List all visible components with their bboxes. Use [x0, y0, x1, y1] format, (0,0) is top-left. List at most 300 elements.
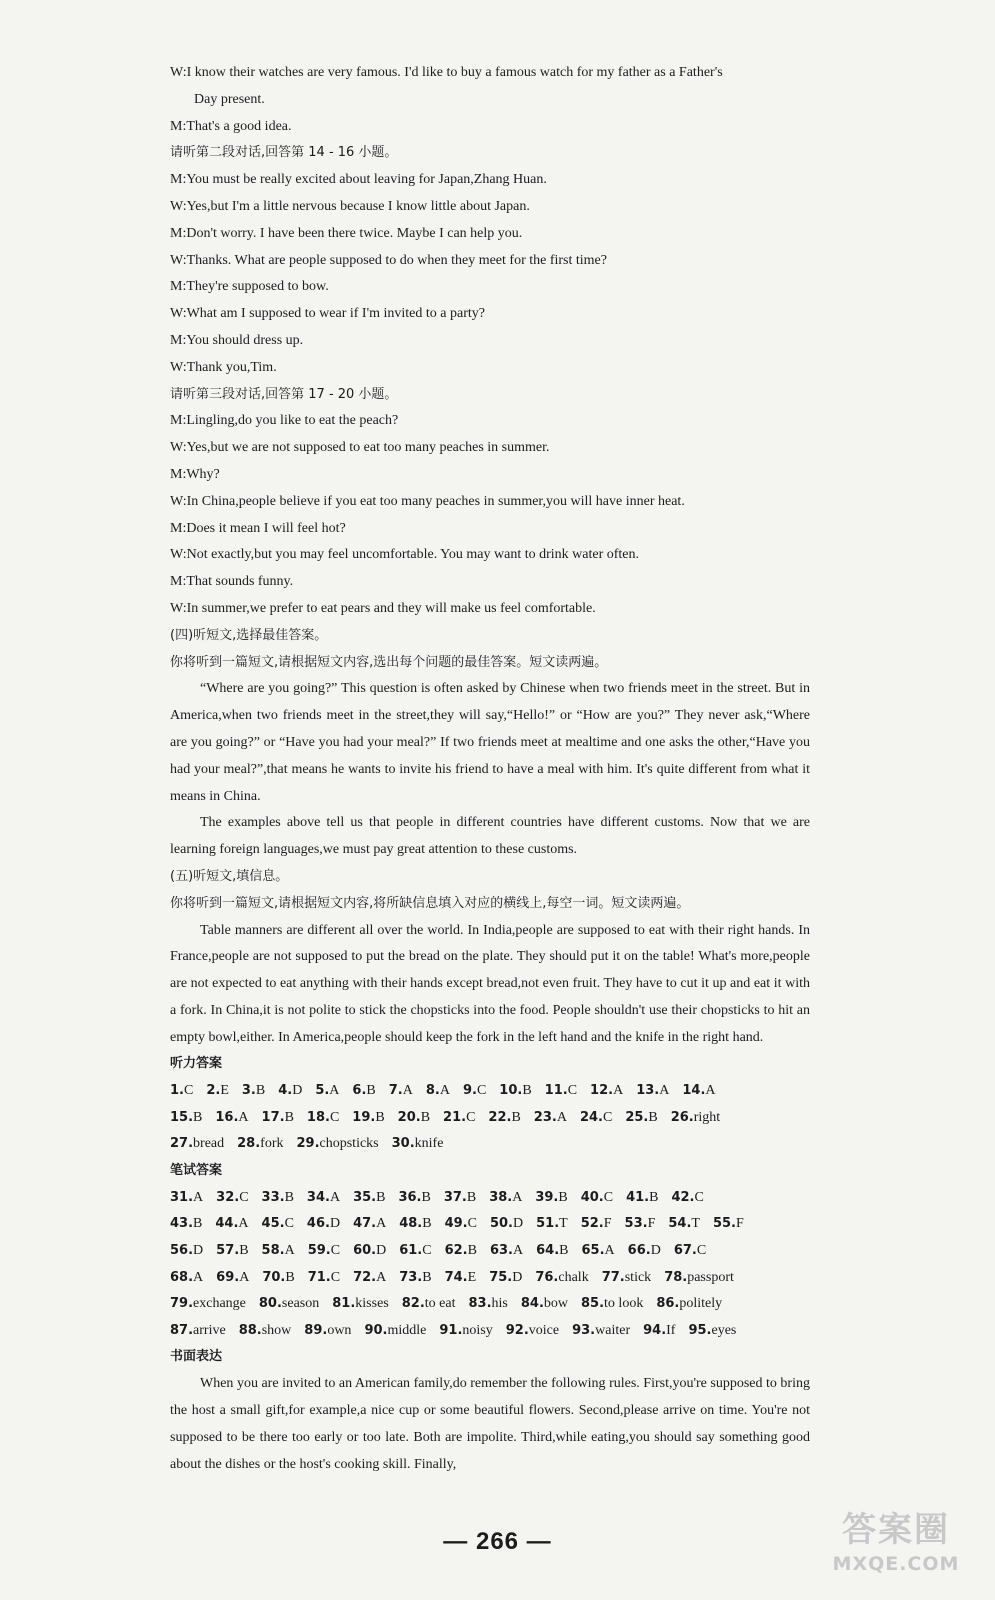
answer-number: 16. — [215, 1109, 239, 1125]
answer-item — [216, 1265, 249, 1292]
answer-item — [278, 1078, 302, 1105]
answer-value: C — [330, 1243, 341, 1259]
answer-item — [353, 1185, 385, 1212]
answer-item — [389, 1078, 413, 1105]
answer-value: B — [511, 1109, 521, 1125]
answer-value: C — [330, 1269, 341, 1285]
answer-value: show — [261, 1322, 292, 1338]
answer-number: 6. — [352, 1083, 367, 1099]
answer-number: 7. — [388, 1083, 403, 1099]
answer-value: voice — [528, 1322, 560, 1338]
answer-value: A — [512, 1189, 523, 1205]
answer-value: own — [327, 1322, 352, 1338]
answer-value: A — [329, 1083, 340, 1099]
answer-value: B — [375, 1109, 385, 1125]
answer-item — [682, 1078, 715, 1105]
answer-number: 32. — [216, 1189, 240, 1205]
answer-value: B — [366, 1083, 376, 1099]
answer-item — [713, 1211, 744, 1238]
answer-item — [545, 1078, 577, 1105]
answer-number: 74. — [444, 1269, 468, 1285]
answer-item — [445, 1211, 477, 1238]
answer-value: C — [602, 1109, 613, 1125]
answer-item — [626, 1185, 658, 1212]
passage4-paragraph: “Where are you going?” This question is often asked by Chinese when two friends meet in the street. But in America,when two friends meet in the street,they will say,“Hello!” or “How are you?” They never ask,“Where are you going?” or “Have you had your meal?” If two friends meet at mealtime and one asks the other,“Have you had your meal?”,that means he wants to invite his friend to have a meal with him. It's quite different from what it means in China. — [170, 681, 810, 804]
answer-item — [674, 1238, 706, 1265]
answer-number: 12. — [590, 1083, 614, 1099]
answer-value: A — [439, 1083, 450, 1099]
answer-number: 83. — [468, 1296, 492, 1312]
dialogue-line: W:Thank you,Tim. — [170, 359, 277, 375]
dialogue-line: M:You should dress up. — [170, 332, 304, 348]
answer-item — [402, 1291, 456, 1318]
answer-value: season — [281, 1296, 320, 1312]
answer-value: B — [422, 1269, 432, 1285]
page-content — [170, 60, 810, 1478]
answer-value: fork — [260, 1136, 284, 1152]
answer-number: 19. — [352, 1109, 376, 1125]
answer-value: A — [705, 1083, 716, 1099]
answer-item — [581, 1211, 612, 1238]
answer-value: B — [421, 1189, 431, 1205]
answer-value: B — [193, 1109, 203, 1125]
answer-item — [262, 1105, 294, 1132]
dialogue-line: M:They're supposed to bow. — [170, 279, 329, 295]
watermark-logo — [812, 1508, 980, 1586]
answer-item — [426, 1078, 450, 1105]
dialogue-line: W:Yes,but I'm a little nervous because I know little about Japan. — [170, 198, 530, 214]
answer-value: C — [329, 1109, 340, 1125]
answer-item — [688, 1318, 736, 1345]
answer-number: 67. — [673, 1243, 697, 1259]
dialogue-line: Day present. — [194, 91, 265, 107]
part5-instruction: 你将听到一篇短文,请根据短文内容,将所缺信息填入对应的横线上,每空一词。短文读两遍。 — [170, 895, 690, 911]
answer-number: 70. — [262, 1269, 286, 1285]
answer-item — [489, 1265, 522, 1292]
answer-value: C — [694, 1189, 704, 1205]
answer-number: 35. — [353, 1189, 377, 1205]
answer-number: 3. — [241, 1083, 256, 1099]
answer-number: 50. — [489, 1216, 513, 1232]
answer-number: 30. — [391, 1136, 415, 1152]
answer-value: D — [193, 1243, 204, 1259]
answer-number: 45. — [261, 1216, 285, 1232]
answer-item — [581, 1291, 643, 1318]
passage5-paragraph: Table manners are different all over the world. In India,people are supposed to eat with their right hands. In France,people are not supposed to put the bread on the plate. They should put it on the table! What's more,people are not expected to eat anything with their hands except bread,not even fruit. They have to cut it up and eat it with a fork. In China,it is not polite to stick the chopsticks into the food. People shouldn't use their chopsticks to hit an empty bowl,either. In America,people should keep the fork in the left hand and the knife in the right hand. — [170, 922, 810, 1045]
answer-number: 26. — [670, 1109, 694, 1125]
answer-value: his — [491, 1296, 508, 1312]
answer-number: 52. — [580, 1216, 604, 1232]
answer-item — [445, 1265, 477, 1292]
dialogue-line: W:Yes,but we are not supposed to eat too many peaches in summer. — [170, 440, 550, 456]
answer-number: 37. — [443, 1189, 467, 1205]
answer-item — [399, 1238, 431, 1265]
answer-value: A — [238, 1216, 249, 1232]
answer-value: B — [648, 1109, 658, 1125]
answer-number: 44. — [215, 1216, 239, 1232]
answer-item — [364, 1318, 426, 1345]
answer-item — [262, 1185, 294, 1212]
answer-number: 95. — [688, 1322, 712, 1338]
answer-value: B — [420, 1109, 431, 1125]
answer-row — [170, 1238, 810, 1265]
answer-number: 46. — [306, 1216, 330, 1232]
answer-number: 15. — [170, 1109, 194, 1125]
answer-item — [580, 1105, 612, 1132]
answer-number: 39. — [535, 1189, 559, 1205]
answer-item — [636, 1078, 669, 1105]
answer-item — [352, 1078, 375, 1105]
answer-item — [534, 1105, 567, 1132]
answer-item — [296, 1131, 378, 1158]
answer-item — [308, 1238, 340, 1265]
answer-item — [353, 1265, 386, 1292]
page-number: — 266 — — [443, 1528, 552, 1555]
writing-heading: 书面表达 — [170, 1349, 223, 1365]
answer-value: If — [666, 1322, 676, 1338]
answer-item — [671, 1185, 703, 1212]
answer-value: to eat — [424, 1296, 456, 1312]
dialogue-line: W:I know their watches are very famous. I'd like to buy a famous watch for my father as a Father's — [170, 65, 723, 80]
answer-number: 71. — [307, 1269, 331, 1285]
answer-value: A — [376, 1216, 387, 1232]
answer-item — [499, 1078, 531, 1105]
answer-value: middle — [387, 1322, 427, 1338]
dialogue-line: M:Does it mean I will feel hot? — [170, 520, 346, 536]
answer-item — [307, 1105, 339, 1132]
written-answers-heading: 笔试答案 — [170, 1163, 223, 1179]
answer-value: C — [239, 1189, 249, 1205]
answer-row — [170, 1131, 810, 1158]
answer-item — [262, 1238, 295, 1265]
answer-number: 42. — [671, 1189, 695, 1205]
answer-number: 4. — [278, 1083, 293, 1099]
answer-number: 73. — [399, 1269, 423, 1285]
answer-number: 41. — [626, 1189, 650, 1205]
answer-number: 82. — [401, 1296, 425, 1312]
answer-number: 49. — [444, 1216, 468, 1232]
part4-instruction: 你将听到一篇短文,请根据短文内容,选出每个问题的最佳答案。短文读两遍。 — [170, 654, 608, 670]
dialogue-line: M:That's a good idea. — [170, 118, 292, 134]
answer-item — [262, 1211, 294, 1238]
answer-number: 65. — [581, 1243, 605, 1259]
answer-item — [628, 1238, 661, 1265]
answer-item — [535, 1185, 567, 1212]
dialogue-line: W:In China,people believe if you eat too many peaches in summer,you will have inner heat. — [170, 493, 685, 509]
dialogue-line: M:Lingling,do you like to eat the peach? — [170, 413, 399, 429]
answer-item — [215, 1105, 248, 1132]
answer-value: kisses — [355, 1296, 389, 1312]
answer-number: 80. — [258, 1296, 282, 1312]
answer-item — [521, 1291, 568, 1318]
answer-item — [307, 1211, 340, 1238]
answer-number: 87. — [170, 1322, 194, 1338]
answer-item — [308, 1265, 340, 1292]
part4-heading: (四)听短文,选择最佳答案。 — [170, 627, 328, 643]
answer-number: 13. — [636, 1083, 660, 1099]
answer-number: 14. — [682, 1083, 706, 1099]
answer-number: 22. — [488, 1109, 512, 1125]
answer-number: 10. — [499, 1083, 523, 1099]
answer-item — [602, 1265, 651, 1292]
listening-answers — [170, 1078, 810, 1158]
answer-value: B — [376, 1189, 386, 1205]
answer-item — [535, 1265, 588, 1292]
answer-value: A — [556, 1109, 567, 1125]
answer-value: C — [284, 1216, 294, 1232]
answer-value: chopsticks — [319, 1136, 379, 1152]
answer-item — [216, 1185, 248, 1212]
answer-number: 23. — [533, 1109, 557, 1125]
answer-row — [170, 1265, 810, 1292]
answer-number: 79. — [170, 1296, 194, 1312]
answer-value: F — [736, 1216, 744, 1232]
answer-number: 25. — [625, 1109, 649, 1125]
answer-item — [643, 1318, 675, 1345]
answer-number: 86. — [656, 1296, 680, 1312]
answer-item — [170, 1105, 202, 1132]
answer-value: C — [466, 1109, 476, 1125]
answer-item — [216, 1238, 248, 1265]
answer-number: 85. — [581, 1296, 605, 1312]
answer-item — [170, 1078, 193, 1105]
answer-item — [170, 1265, 203, 1292]
answer-number: 53. — [624, 1216, 648, 1232]
answer-value: D — [292, 1083, 303, 1099]
answer-number: 48. — [399, 1216, 423, 1232]
answer-value: T — [559, 1216, 568, 1232]
answer-number: 24. — [579, 1109, 603, 1125]
answer-value: A — [659, 1083, 670, 1099]
answer-row — [170, 1185, 810, 1212]
answer-number: 90. — [364, 1322, 388, 1338]
answer-item — [463, 1078, 486, 1105]
answer-value: A — [613, 1083, 624, 1099]
answer-item — [536, 1238, 568, 1265]
answer-item — [304, 1318, 351, 1345]
answer-number: 11. — [544, 1083, 568, 1099]
answer-number: 91. — [439, 1322, 463, 1338]
answer-number: 60. — [353, 1243, 377, 1259]
answer-item — [398, 1105, 430, 1132]
answer-value: A — [238, 1109, 249, 1125]
answer-number: 21. — [443, 1109, 467, 1125]
answer-item — [170, 1131, 224, 1158]
answer-value: A — [513, 1243, 524, 1259]
answer-value: F — [603, 1216, 612, 1232]
writing-sample: When you are invited to an American family,do remember the following rules. First,you're supposed to bring the host a small gift,for example,a nice cup or some beautiful flowers. Second,please arrive on time. You're not supposed to be there too early or too late. Both are impolite. Third,while eating,you should say something good about the dishes or the host's cooking skill. Finally, — [170, 1376, 810, 1472]
answer-item — [259, 1291, 319, 1318]
answer-value: chalk — [558, 1269, 589, 1285]
answer-item — [656, 1291, 722, 1318]
answer-item — [315, 1078, 339, 1105]
dialogue-line: W:Thanks. What are people supposed to do when they meet for the first time? — [170, 252, 607, 268]
answer-item — [170, 1291, 246, 1318]
answer-item — [439, 1318, 492, 1345]
answer-number: 34. — [306, 1189, 330, 1205]
answer-item — [445, 1238, 477, 1265]
answer-value: B — [285, 1269, 295, 1285]
listening-answers-heading: 听力答案 — [170, 1056, 223, 1072]
answer-value: A — [193, 1189, 204, 1205]
answer-value: C — [422, 1243, 432, 1259]
written-answers — [170, 1185, 810, 1345]
answer-number: 54. — [668, 1216, 692, 1232]
answer-item — [489, 1185, 522, 1212]
answer-value: A — [402, 1083, 413, 1099]
answer-value: D — [650, 1243, 661, 1259]
answer-number: 93. — [572, 1322, 596, 1338]
answer-item — [170, 1211, 202, 1238]
answer-number: 43. — [170, 1216, 194, 1232]
answer-number: 84. — [520, 1296, 544, 1312]
dialogue-line: M:You must be really excited about leaving for Japan,Zhang Huan. — [170, 172, 547, 188]
answer-number: 57. — [216, 1243, 240, 1259]
answer-number: 31. — [170, 1189, 194, 1205]
answer-number: 9. — [462, 1083, 477, 1099]
section-instruction-q17-20: 请听第三段对话,回答第 17 - 20 小题。 — [170, 386, 398, 402]
answer-number: 8. — [425, 1083, 440, 1099]
answer-number: 81. — [332, 1296, 356, 1312]
answer-item — [170, 1318, 226, 1345]
answer-number: 61. — [399, 1243, 423, 1259]
answer-number: 76. — [535, 1269, 559, 1285]
dialogue-line: W:In summer,we prefer to eat pears and they will make us feel comfortable. — [170, 600, 596, 616]
answer-value: C — [183, 1083, 194, 1099]
answer-item — [664, 1265, 734, 1292]
answer-number: 51. — [536, 1216, 560, 1232]
answer-item — [170, 1238, 203, 1265]
answer-value: D — [329, 1216, 341, 1232]
answer-value: C — [467, 1216, 477, 1232]
answer-number: 56. — [170, 1243, 194, 1259]
answer-number: 5. — [315, 1083, 330, 1099]
answer-value: B — [467, 1243, 477, 1259]
answer-value: C — [476, 1083, 487, 1099]
answer-item — [332, 1291, 388, 1318]
answer-value: knife — [414, 1136, 444, 1152]
answer-value: T — [691, 1216, 700, 1232]
answer-number: 40. — [580, 1189, 604, 1205]
answer-value: stick — [624, 1269, 652, 1285]
answer-item — [671, 1105, 720, 1132]
answer-item — [572, 1318, 630, 1345]
answer-item — [488, 1105, 520, 1132]
answer-value: C — [567, 1083, 578, 1099]
answer-number: 66. — [627, 1243, 651, 1259]
dialogue-line: M:That sounds funny. — [170, 574, 294, 590]
answer-value: A — [284, 1243, 295, 1259]
answer-item — [506, 1318, 559, 1345]
dialogue-line: W:What am I supposed to wear if I'm invited to a party? — [170, 306, 485, 322]
answer-number: 69. — [216, 1269, 240, 1285]
answer-number: 36. — [398, 1189, 422, 1205]
answer-value: B — [255, 1083, 266, 1099]
answer-value: E — [467, 1269, 477, 1285]
answer-value: B — [466, 1189, 477, 1205]
answer-item — [468, 1291, 507, 1318]
answer-value: B — [284, 1109, 294, 1125]
watermark-title: 答案圈 — [842, 1510, 950, 1550]
answer-value: passport — [687, 1269, 734, 1285]
passage4-paragraph: The examples above tell us that people in different countries have different customs. Now that we are learning foreign languages,we must pay great attention to these customs. — [170, 815, 810, 858]
answer-item — [668, 1211, 700, 1238]
answer-number: 38. — [489, 1189, 513, 1205]
answer-item — [490, 1211, 523, 1238]
answer-value: B — [522, 1083, 532, 1099]
answer-item — [398, 1185, 430, 1212]
answer-number: 75. — [489, 1269, 513, 1285]
answer-value: eyes — [711, 1322, 737, 1338]
answer-number: 55. — [712, 1216, 736, 1232]
answer-value: C — [696, 1243, 707, 1259]
answer-item — [625, 1105, 657, 1132]
answer-number: 27. — [170, 1136, 194, 1152]
answer-number: 62. — [444, 1243, 468, 1259]
answer-item — [581, 1185, 613, 1212]
answer-row — [170, 1105, 810, 1132]
answer-item — [625, 1211, 656, 1238]
answer-item — [353, 1238, 386, 1265]
answer-item — [352, 1105, 384, 1132]
answer-item — [262, 1265, 294, 1292]
answer-item — [206, 1078, 229, 1105]
answer-item — [399, 1265, 431, 1292]
part5-heading: (五)听短文,填信息。 — [170, 868, 289, 884]
answer-value: B — [559, 1243, 569, 1259]
answer-value: B — [193, 1216, 203, 1232]
answer-number: 28. — [237, 1136, 261, 1152]
answer-item — [490, 1238, 523, 1265]
answer-number: 59. — [307, 1243, 331, 1259]
answer-item — [536, 1211, 568, 1238]
answer-number: 20. — [397, 1109, 421, 1125]
answer-item — [239, 1318, 292, 1345]
answer-item — [170, 1185, 203, 1212]
answer-number: 64. — [536, 1243, 560, 1259]
answer-number: 68. — [170, 1269, 194, 1285]
answer-number: 63. — [489, 1243, 513, 1259]
answer-item — [582, 1238, 615, 1265]
answer-number: 18. — [306, 1109, 330, 1125]
answer-number: 47. — [353, 1216, 377, 1232]
answer-value: right — [693, 1109, 721, 1125]
answer-value: F — [647, 1216, 656, 1232]
answer-number: 33. — [261, 1189, 285, 1205]
answer-value: B — [239, 1243, 249, 1259]
answer-value: bow — [543, 1296, 569, 1312]
answer-number: 58. — [261, 1243, 285, 1259]
answer-value: B — [558, 1189, 568, 1205]
answer-row — [170, 1291, 810, 1318]
answer-value: noisy — [462, 1322, 493, 1338]
answer-number: 29. — [296, 1136, 320, 1152]
answer-value: A — [193, 1269, 204, 1285]
answer-item — [443, 1105, 475, 1132]
answer-row — [170, 1318, 810, 1345]
answer-item — [590, 1078, 623, 1105]
answer-number: 2. — [206, 1083, 221, 1099]
answer-value: politely — [679, 1296, 723, 1312]
answer-value: B — [422, 1216, 432, 1232]
answer-item — [215, 1211, 248, 1238]
answer-number: 77. — [601, 1269, 625, 1285]
answer-number: 1. — [170, 1083, 184, 1099]
answer-number: 72. — [353, 1269, 377, 1285]
answer-item — [237, 1131, 283, 1158]
answer-number: 94. — [643, 1322, 667, 1338]
watermark-url: MXQE.COM — [832, 1553, 960, 1575]
